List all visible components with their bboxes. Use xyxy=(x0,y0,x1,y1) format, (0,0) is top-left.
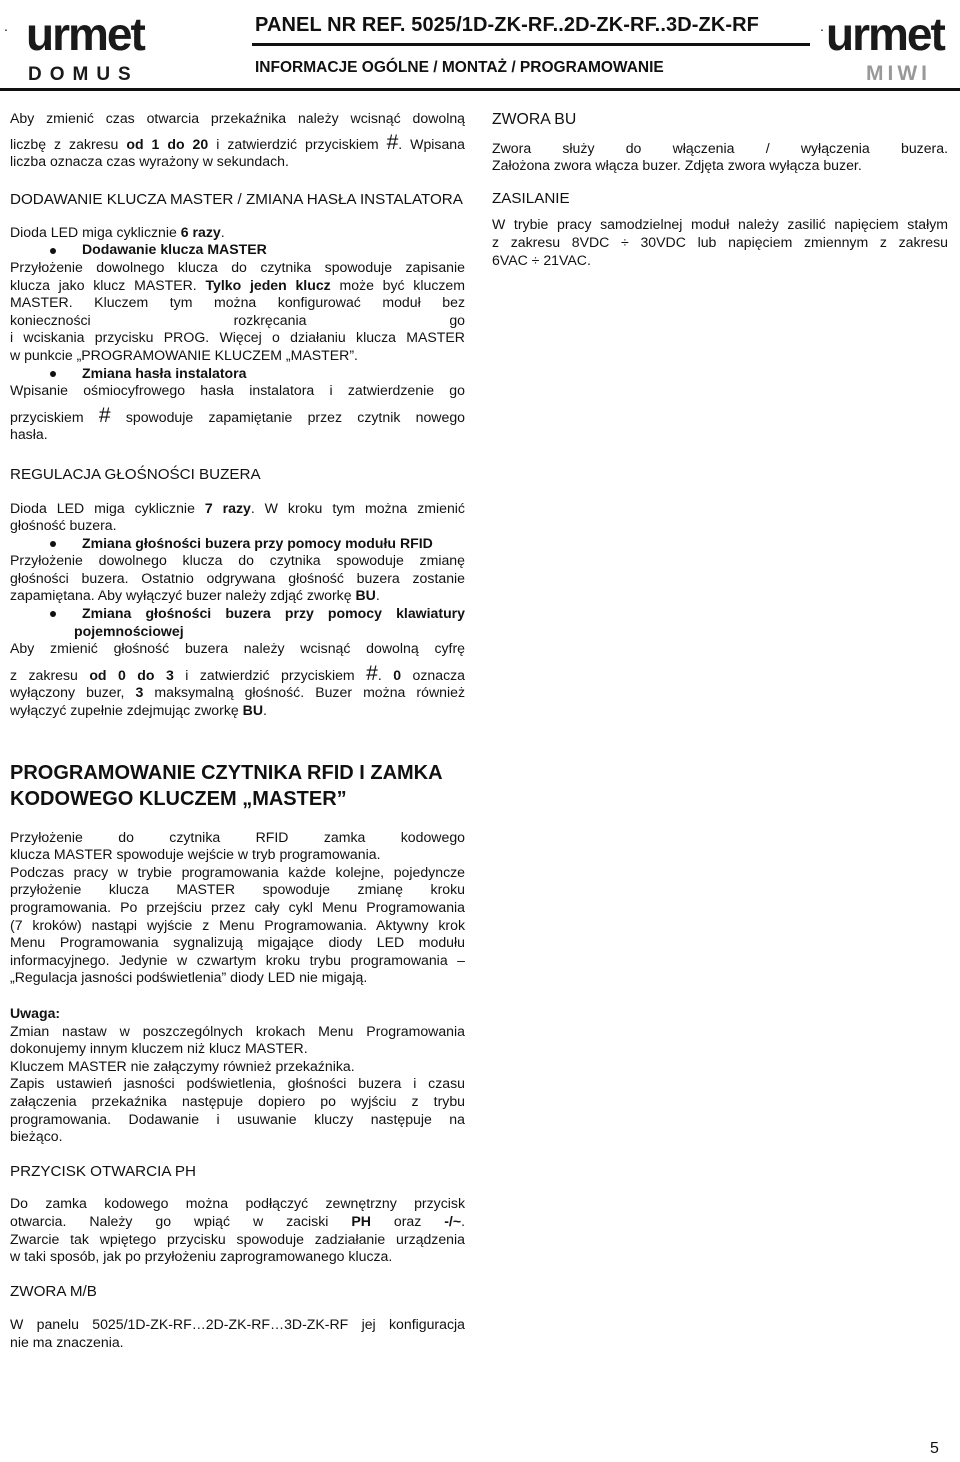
text-line: Przyłożenie dowolnego klucza do czytnika spowoduje zapisanie xyxy=(10,258,465,275)
text-span: oznacza xyxy=(401,666,466,683)
header-rule xyxy=(0,88,960,91)
bullet-icon xyxy=(50,541,56,547)
svg-text:DOMUS: DOMUS xyxy=(28,64,139,82)
text-line: głośności buzera. Ostatnio odgrywana głośność buzera zostanie xyxy=(10,569,465,586)
text-span: . xyxy=(377,666,394,683)
text-bold: 0 xyxy=(393,666,402,683)
text-line: klucza MASTER spowoduje wejście w tryb programowania. xyxy=(10,846,381,863)
urmet-miwi-logo xyxy=(826,8,950,82)
text-bold: PH xyxy=(351,1212,371,1229)
text-line: w punkcie „PROGRAMOWANIE KLUCZEM „MASTER”. xyxy=(10,346,358,363)
text-line: z zakresu 8VDC ÷ 30VDC lub napięciem zmiennym z zakresu xyxy=(492,233,948,250)
text-bold: 6 razy xyxy=(180,223,221,240)
text-line: Menu Programowania sygnalizują migające diody LED modułu xyxy=(10,934,465,951)
bullet-heading xyxy=(10,365,465,383)
text-line: programowania. Po przejściu przez cały cykl Menu Programowania xyxy=(10,899,465,915)
text-line xyxy=(10,224,465,242)
text-line: W trybie pracy samodzielnej moduł należy zasilić napięciem stałym xyxy=(492,216,948,233)
note-paragraph xyxy=(10,1023,465,1146)
text-line: w taki sposób, jak po przyłożeniu zaprogramowanego klucza. xyxy=(10,1248,393,1265)
header-underline xyxy=(252,43,810,46)
page-subtitle: INFORMACJE OGÓLNE / MONTAŻ / PROGRAMOWANIE xyxy=(255,59,664,76)
svg-text:urmet: urmet xyxy=(826,8,944,60)
text-span: . xyxy=(263,702,267,719)
text-line: 6VAC ÷ 21VAC. xyxy=(492,251,591,268)
text-line: Podczas pracy w trybie programowania każde kolejne, pojedyncze xyxy=(10,863,465,880)
text-bold: 3 xyxy=(135,684,144,701)
hash-symbol: # xyxy=(98,403,111,427)
section-heading: PROGRAMOWANIE CZYTNIKA RFID I ZAMKA xyxy=(10,761,443,784)
text-span: wyłączyć zupełnie zdejmując zworkę xyxy=(10,702,243,719)
text-bold: od 1 do 20 xyxy=(126,135,209,152)
bullet-heading xyxy=(10,535,465,553)
page-number: 5 xyxy=(930,1440,939,1457)
text-span: klucza jako klucz MASTER. xyxy=(10,276,206,293)
text-line: Zapis ustawień jasności podświetlenia, głośności buzera i czasu xyxy=(10,1075,465,1092)
bullet-icon xyxy=(50,611,56,617)
text-line xyxy=(10,587,465,605)
relay-time-section xyxy=(10,110,465,171)
text-line: hasła. xyxy=(10,426,48,443)
text-span: otwarcia. Należy go wpiąć w zaciski xyxy=(10,1212,352,1229)
text-line xyxy=(10,130,465,154)
text-line: informacyjnego. Jedynie w czwartym kroku trybu programowania – xyxy=(10,951,465,968)
text-span: wyłączony buzer, xyxy=(10,684,136,701)
text-bold: -/~ xyxy=(444,1212,462,1229)
text-line: Do zamka kodowego można podłączyć zewnętrzny przycisk xyxy=(10,1195,465,1212)
text-line: głośność buzera. xyxy=(10,517,117,534)
text-line: Przyłożenie do czytnika RFID zamka kodowego xyxy=(10,828,465,845)
text-line xyxy=(10,661,466,685)
text-line: (7 kroków) nastąpi wyjście z Menu Programowania. Aktywny krok xyxy=(10,916,465,933)
section-heading: KODOWEGO KLUCZEM „MASTER” xyxy=(10,787,347,810)
text-span: . xyxy=(461,1212,465,1229)
text-line: „Regulacja jasności podświetlenia” diody LED nie migają. xyxy=(10,969,368,986)
text-span: . Wpisana xyxy=(398,135,465,152)
ph-button-section xyxy=(10,1163,465,1266)
text-span: z zakresu xyxy=(10,666,90,683)
urmet-domus-logo xyxy=(26,8,146,82)
text-bold: BU xyxy=(355,587,376,604)
text-line xyxy=(10,1213,465,1231)
left-column xyxy=(10,110,465,1351)
text-span: i zatwierdzić przyciskiem xyxy=(173,666,367,683)
svg-text:urmet: urmet xyxy=(26,8,144,60)
programming-paragraph xyxy=(10,829,465,987)
right-column xyxy=(492,111,948,269)
text-bold: BU xyxy=(242,702,263,719)
text-line: Przyłożenie dowolnego klucza do czytnika spowoduje zmianę xyxy=(10,552,465,569)
text-span: Dodawanie klucza MASTER xyxy=(82,241,267,258)
text-span: liczbę z zakresu xyxy=(10,135,127,152)
text-bold: Tylko jeden klucz xyxy=(205,276,331,293)
text-span: zapamiętana. Aby wyłączyć buzer należy zdjąć zworkę xyxy=(10,587,356,604)
text-span: . W kroku tym można zmienić xyxy=(250,499,465,516)
text-span: . xyxy=(220,223,225,240)
text-span: przyciskiem xyxy=(10,408,99,425)
text-line: konieczności rozkręcania go xyxy=(10,311,465,328)
text-bold: 7 razy xyxy=(204,499,251,516)
text-line xyxy=(10,500,465,518)
programming-section xyxy=(10,760,465,1146)
master-section xyxy=(10,190,465,444)
text-line: Zwarcie tak wpiętego przycisku spowoduje zadziałanie urządzenia xyxy=(10,1230,465,1247)
text-line: Kluczem MASTER nie załączymy również przekaźnika. xyxy=(10,1057,355,1074)
hash-symbol: # xyxy=(366,661,378,685)
text-line: dokonujemy innym kluczem niż klucz MASTER. xyxy=(10,1040,308,1057)
svg-text:MIWI: MIWI xyxy=(866,62,931,82)
text-span: może być kluczem xyxy=(330,276,465,293)
text-span: spowoduje zapamiętanie przez czytnik nowego xyxy=(110,408,465,425)
bullet-icon xyxy=(50,371,56,377)
buzzer-section xyxy=(10,466,465,720)
text-line: W panelu 5025/1D-ZK-RF…2D-ZK-RF…3D-ZK-RF jej konfiguracja xyxy=(10,1316,465,1333)
mb-jumper-section xyxy=(10,1283,465,1352)
bullet-heading xyxy=(10,605,465,623)
text-line xyxy=(10,684,465,702)
text-line: MASTER. Kluczem tym można konfigurować moduł bez xyxy=(10,294,465,311)
header-dot-left: . xyxy=(4,18,8,34)
text-span: maksymalną głośność. Buzer można również xyxy=(143,684,465,701)
bu-jumper-section xyxy=(492,111,948,175)
note-heading: Uwaga: xyxy=(10,1004,61,1021)
section-heading: REGULACJA GŁOŚNOŚCI BUZERA xyxy=(10,465,261,483)
section-heading: ZWORA BU xyxy=(492,111,577,128)
text-line: i wciskania przycisku PROG. Więcej o działaniu klucza MASTER xyxy=(10,329,465,346)
header-dot-right: . xyxy=(820,18,824,34)
page-title: PANEL NR REF. 5025/1D-ZK-RF..2D-ZK-RF..3D-ZK-RF xyxy=(255,14,759,36)
text-line: bieżąco. xyxy=(10,1128,63,1145)
text-line: Wpisanie ośmiocyfrowego hasła instalatora i zatwierdzenie go xyxy=(10,382,465,399)
text-line: liczba oznacza czas wyrażony w sekundach. xyxy=(10,153,289,170)
section-heading: PRZYCISK OTWARCIA PH xyxy=(10,1162,196,1180)
text-line: Aby zmienić czas otwarcia przekaźnika należy wcisnąć dowolną xyxy=(10,110,465,126)
text-line xyxy=(10,702,465,720)
text-line: Aby zmienić głośność buzera należy wcisnąć dowolną cyfrę xyxy=(10,640,465,657)
power-section xyxy=(492,190,948,269)
text-span: . xyxy=(375,587,380,604)
text-span: Zmiana głośności buzera przy pomocy klawiatury xyxy=(82,605,465,622)
text-span: Zmiana hasła instalatora xyxy=(82,364,247,381)
bullet-heading xyxy=(10,241,465,259)
section-heading: ZWORA M/B xyxy=(10,1282,97,1300)
text-line xyxy=(10,277,465,295)
text-line: programowania. Dodawanie i usuwanie kluczy następuje na xyxy=(10,1110,465,1127)
text-span: i zatwierdzić przyciskiem xyxy=(208,135,387,152)
text-line: przyłożenie klucza MASTER spowoduje zmianę kroku xyxy=(10,881,465,898)
text-span: Zmiana głośności buzera przy pomocy modułu RFID xyxy=(82,534,433,551)
text-line: załączenia przekaźnika następuje dopiero po wyjściu z trybu xyxy=(10,1092,465,1109)
bullet-heading-cont: pojemnościowej xyxy=(74,622,184,639)
text-bold: od 0 do 3 xyxy=(89,666,174,683)
text-span: Dioda LED miga cyklicznie xyxy=(10,223,181,240)
bullet-icon xyxy=(50,248,56,254)
text-line: Zwora służy do włączenia / wyłączenia buzera. xyxy=(492,139,948,156)
section-heading: DODAWANIE KLUCZA MASTER / ZMIANA HASŁA INSTALATORA xyxy=(10,190,463,208)
text-line: Zmian nastaw w poszczególnych krokach Menu Programowania xyxy=(10,1022,465,1039)
text-span: Dioda LED miga cyklicznie xyxy=(10,499,205,516)
text-line: nie ma znaczenia. xyxy=(10,1333,124,1350)
section-heading: ZASILANIE xyxy=(492,189,570,207)
text-span: oraz xyxy=(370,1212,445,1229)
hash-symbol: # xyxy=(386,130,399,154)
text-line xyxy=(10,403,465,427)
text-line: Założona zwora włącza buzer. Zdjęta zwora wyłącza buzer. xyxy=(492,157,862,174)
